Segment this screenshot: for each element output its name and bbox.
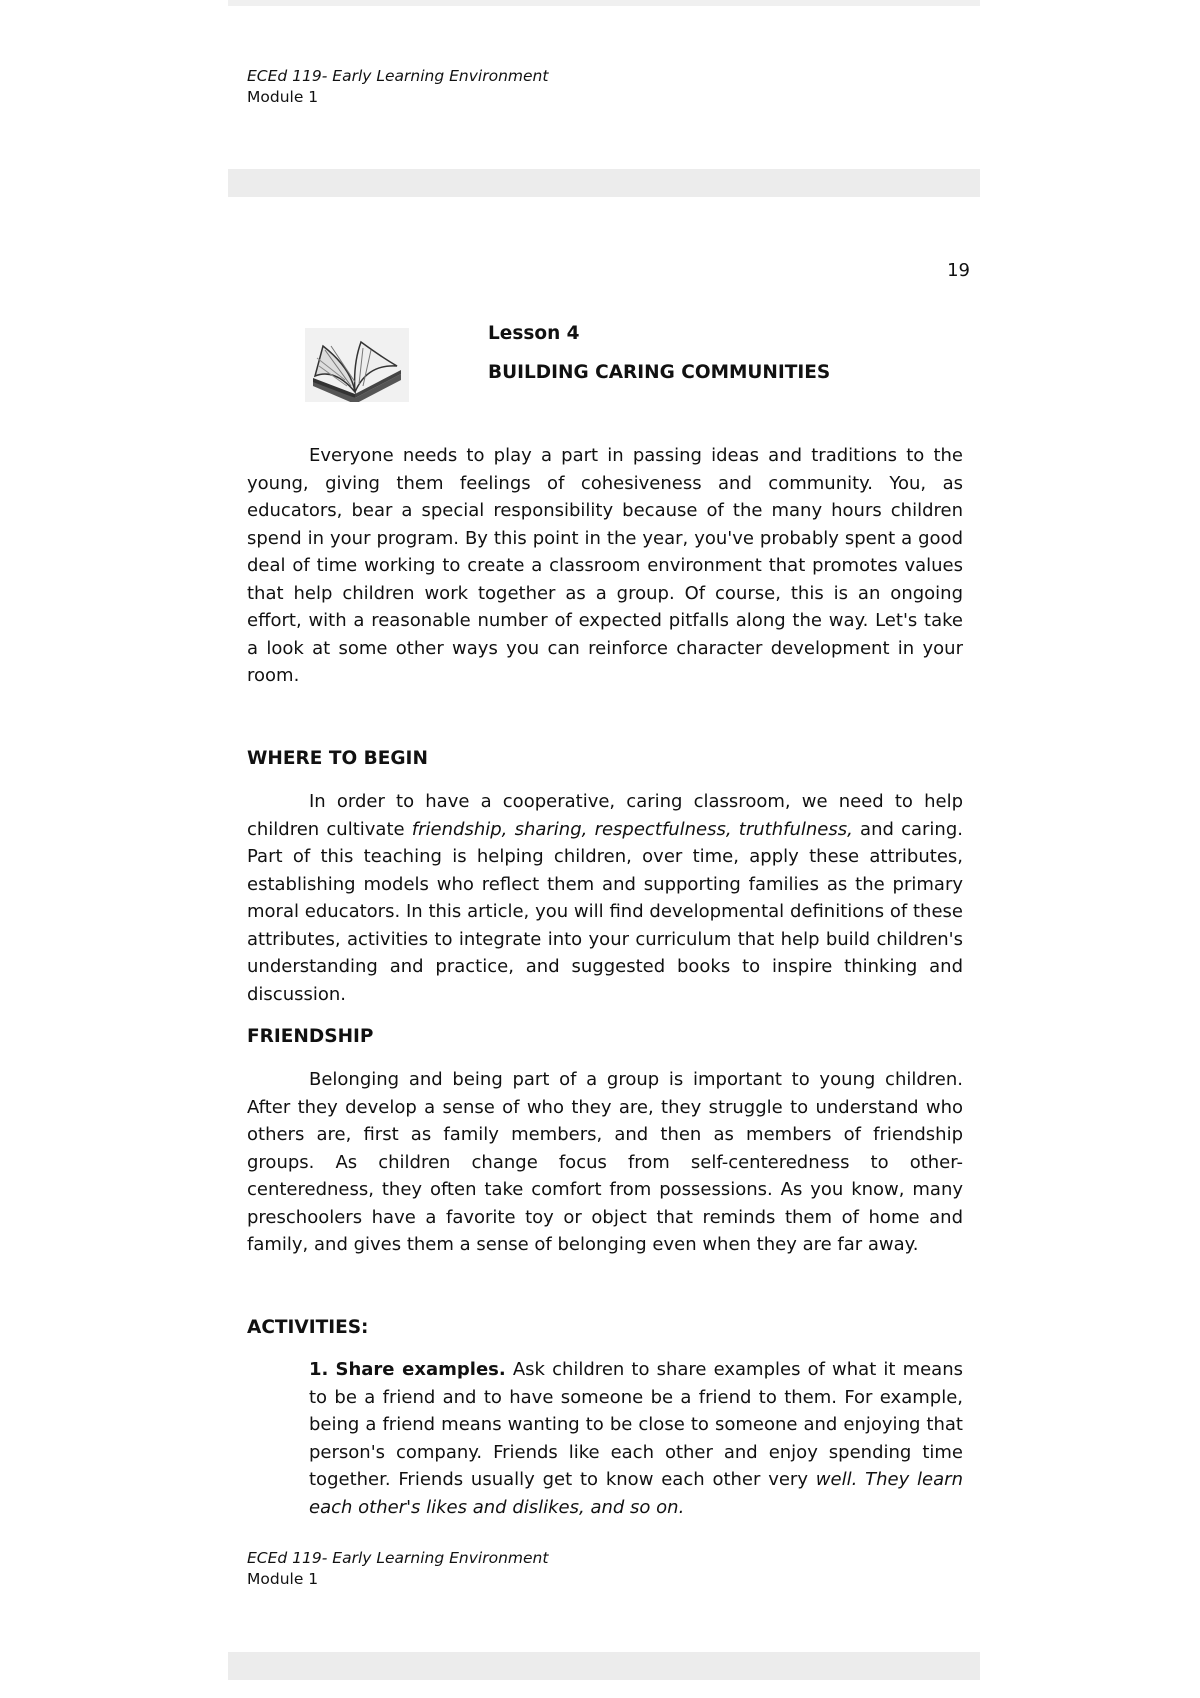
page-bottom-divider bbox=[228, 1652, 980, 1680]
attribute-friendship: friendship, bbox=[411, 818, 508, 840]
activity-title: Share examples. bbox=[335, 1359, 506, 1380]
intro-paragraph: Everyone needs to play a part in passing ideas and traditions to the young, giving them feelings of cohesiveness and community. You, as educators, bear a special responsibility because of the many hours children spend in your program. By this point in the year, you've probably spent a good deal of time working to create a classroom environment that promotes values that help children work together as a group. Of course, this is an ongoing effort, with a reasonable number of expected pitfalls along the way. Let's take a look at some other ways you can reinforce character development in your room. bbox=[247, 445, 963, 686]
attribute-respectfulness: respectfulness, bbox=[594, 818, 732, 840]
where-text-before: In order to have a cooperative, caring classroom, we need to help children cultivate bbox=[247, 791, 963, 840]
lesson-title: BUILDING CARING COMMUNITIES bbox=[488, 362, 831, 383]
friendship-paragraph: Belonging and being part of a group is important to young children. After they develop a sense of who they are, they struggle to understand who others are, first as family members, and then as members of friendship groups. As children change focus from self-centeredness to other-centeredness, they often take comfort from possessions. As you know, many preschoolers have a favorite toy or object that reminds them of home and family, and gives them a sense of belonging even when they are far away. bbox=[247, 1069, 963, 1255]
where-to-begin-heading: WHERE TO BEGIN bbox=[247, 748, 428, 769]
header-course: ECEd 119- Early Learning Environment bbox=[247, 67, 549, 85]
footer-module: Module 1 bbox=[247, 1570, 319, 1588]
where-text-after: and caring. Part of this teaching is helping children, over time, apply these attributes, establishing models who reflect them and supporting families as the primary moral educators. In this article, you will find developmental definitions of these attributes, activities to integrate into your curriculum that help build children's understanding and practice, and suggested books to inspire thinking and discussion. bbox=[247, 818, 963, 1005]
page-top-edge bbox=[228, 0, 980, 6]
activities-heading: ACTIVITIES: bbox=[247, 1317, 369, 1338]
page-number: 19 bbox=[947, 260, 970, 281]
running-header bbox=[247, 66, 548, 108]
attribute-sharing: sharing, bbox=[514, 818, 588, 840]
activity-number: 1. bbox=[309, 1359, 329, 1380]
activity-text: Ask children to share examples of what it means to be a friend and to have someone be a friend to them. For example, being a friend means wanting to be close to someone and enjoying that person's company. Friends like each other and enjoy spending time together. Friends usually get to know each other very bbox=[309, 1359, 963, 1490]
friendship-heading: FRIENDSHIP bbox=[247, 1026, 374, 1047]
activity-italic-tail: well. They learn each other's likes and dislikes, and so on. bbox=[309, 1469, 963, 1518]
running-footer bbox=[247, 1548, 548, 1590]
page-break-divider bbox=[228, 169, 980, 197]
activity-item bbox=[309, 1356, 963, 1521]
open-book-icon bbox=[305, 328, 409, 402]
where-to-begin-paragraph bbox=[247, 788, 963, 1008]
footer-course: ECEd 119- Early Learning Environment bbox=[247, 1549, 549, 1567]
attribute-truthfulness: truthfulness, bbox=[738, 818, 853, 840]
lesson-label: Lesson 4 bbox=[488, 323, 580, 344]
header-module: Module 1 bbox=[247, 88, 319, 106]
